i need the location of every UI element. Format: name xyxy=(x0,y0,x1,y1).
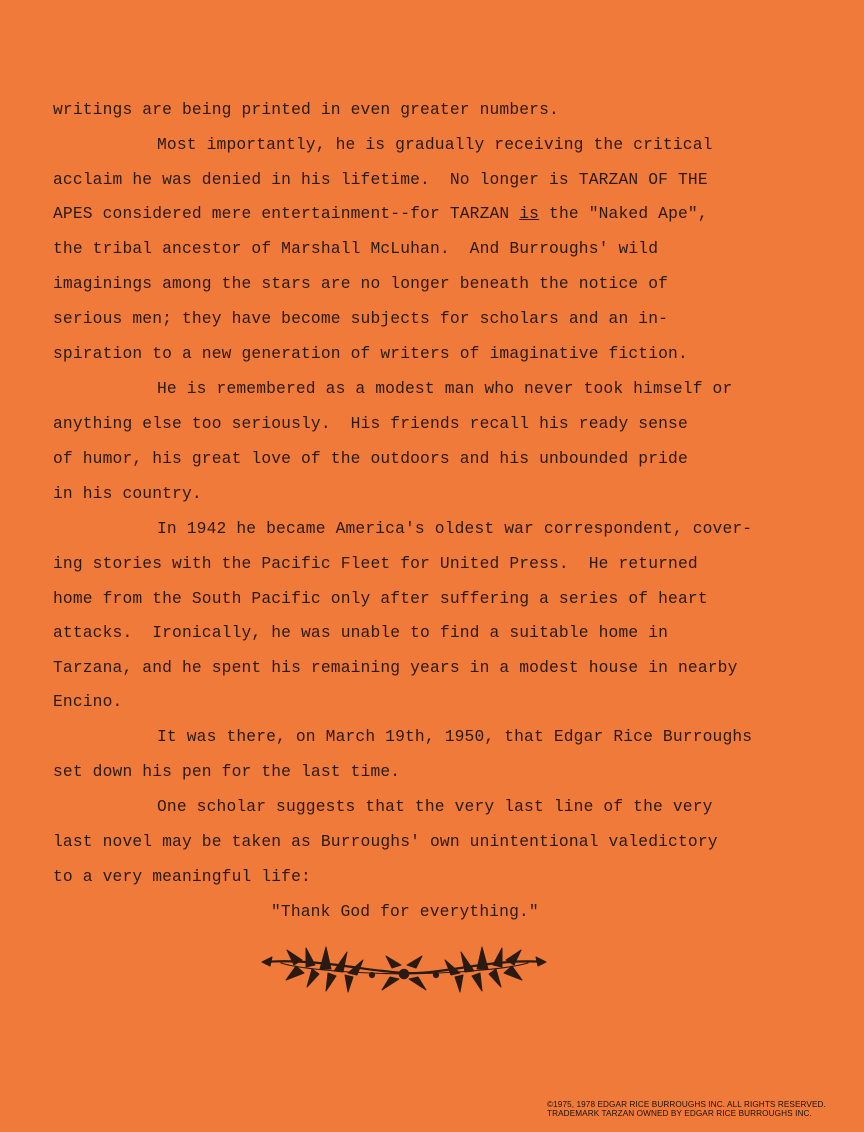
text-line-4-part-1: APES considered mere entertainment--for TARZAN xyxy=(53,204,520,223)
text-line-5: the tribal ancestor of Marshall McLuhan. And Burroughs' wild xyxy=(53,239,659,258)
text-line-16: attacks. Ironically, he was unable to find a suitable home in xyxy=(53,623,669,642)
text-line-15: home from the South Pacific only after suffering a series of heart xyxy=(53,589,708,608)
text-line-2: Most importantly, he is gradually receiving the critical xyxy=(157,135,713,154)
text-line-8: spiration to a new generation of writers of imaginative fiction. xyxy=(53,344,688,363)
copyright-notice xyxy=(547,1100,826,1118)
text-line-23: to a very meaningful life: xyxy=(53,867,311,886)
text-line-4 xyxy=(53,204,708,224)
text-line-7: serious men; they have become subjects for scholars and an in- xyxy=(53,309,669,328)
text-line-18: Encino. xyxy=(53,692,123,711)
text-line-11: of humor, his great love of the outdoors and his unbounded pride xyxy=(53,449,688,468)
text-line-19: It was there, on March 19th, 1950, that Edgar Rice Burroughs xyxy=(157,727,753,746)
text-line-13: In 1942 he became America's oldest war correspondent, cover- xyxy=(157,519,753,538)
laurel-vine-ornament-icon xyxy=(256,935,552,999)
text-line-22: last novel may be taken as Burroughs' own unintentional valedictory xyxy=(53,832,718,851)
text-line-12: in his country. xyxy=(53,484,202,503)
copyright-line-2: TRADEMARK TARZAN OWNED BY EDGAR RICE BURROUGHS INC. xyxy=(547,1109,812,1118)
text-line-14: ing stories with the Pacific Fleet for United Press. He returned xyxy=(53,554,698,573)
underlined-word-is: is xyxy=(519,204,540,223)
text-line-6: imaginings among the stars are no longer beneath the notice of xyxy=(53,274,669,293)
text-line-20: set down his pen for the last time. xyxy=(53,762,401,781)
closing-quote: "Thank God for everything." xyxy=(271,902,539,921)
text-line-3: acclaim he was denied in his lifetime. No longer is TARZAN OF THE xyxy=(53,170,708,189)
text-line-17: Tarzana, and he spent his remaining years in a modest house in nearby xyxy=(53,658,738,677)
text-line-4-part-3: the "Naked Ape", xyxy=(539,204,708,223)
copyright-line-1: ©1975, 1978 EDGAR RICE BURROUGHS INC. ALL RIGHTS RESERVED. xyxy=(547,1100,826,1109)
text-line-10: anything else too seriously. His friends recall his ready sense xyxy=(53,414,688,433)
text-line-1: writings are being printed in even greater numbers. xyxy=(53,100,559,119)
text-line-21: One scholar suggests that the very last line of the very xyxy=(157,797,713,816)
text-line-9: He is remembered as a modest man who never took himself or xyxy=(157,379,733,398)
